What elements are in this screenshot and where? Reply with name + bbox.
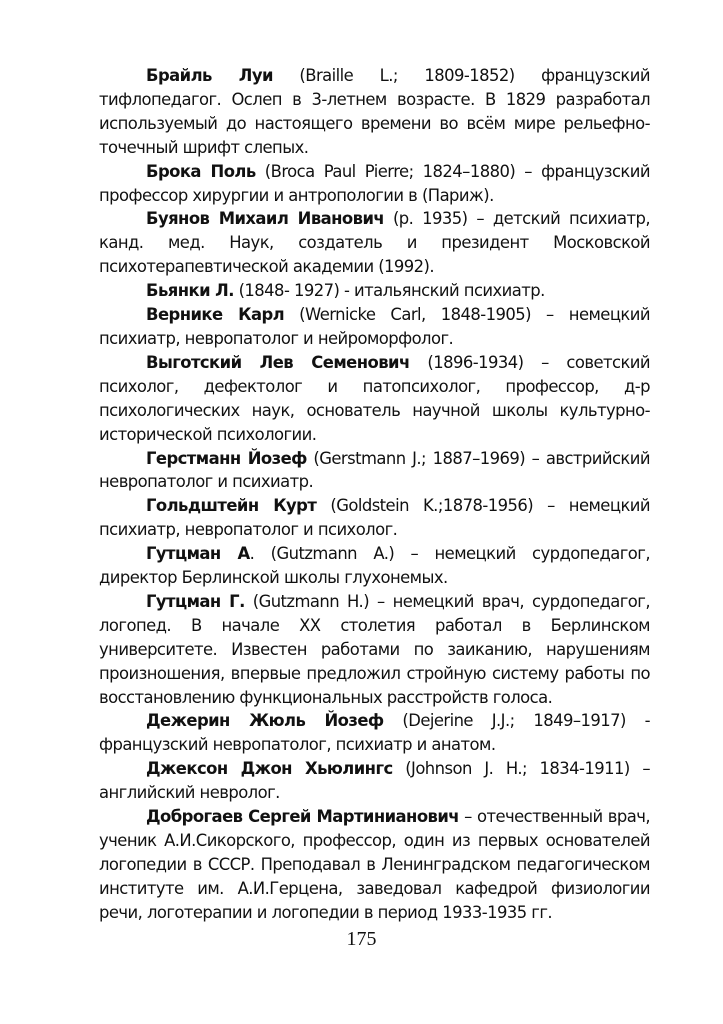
entry-text: (Gutzmann H.) – немецкий врач, сурдопедагог, логопед. В начале XX столетия работал в Берлинском университете. Известен работами по заиканию, нарушениям произношения, впервые предложил стройную систему работы по восстановлению функциональных расстройств голоса. — [99, 591, 650, 707]
entry-bianchi — [99, 279, 650, 303]
entry-name: Брока Поль — [146, 161, 256, 181]
entry-name: Брайль Луи — [146, 66, 273, 85]
entry-wernicke — [99, 303, 650, 351]
entry-vygotsky — [99, 351, 650, 447]
entry-text: (Goldstein K.;1878-1956) – немецкий психиатр, невропатолог и психолог. — [99, 496, 650, 540]
entry-broca — [99, 160, 650, 208]
entry-text: (Johnson J. H.; 1834-1911) – английский невролог. — [99, 759, 650, 803]
entry-text: (Broca Paul Pierre; 1824–1880) – французский профессор хирургии и антропологии в (Париж). — [99, 161, 650, 205]
entry-name: Доброгаев Сергей Мартинианович — [146, 807, 460, 827]
entry-name: Гутцман Г. — [146, 591, 245, 611]
entry-braille — [99, 64, 650, 160]
entry-text: – отечественный врач, ученик А.И.Сикорского, профессор, один из первых основателей логопедии в СССР. Преподавал в Ленинградском педагогическом институте им. А.И.Герцена, заведовал кафедрой физиологии речи, логотерапии и логопедии в период 1933-1935 гг. — [99, 807, 650, 922]
entry-text: (Braille L.; 1809-1852) французский тифлопедагог. Ослеп в 3-летнем возрасте. В 1829 разработал используемый до настоящего времени во всём мире рельефно-точечный шрифт слепых. — [99, 66, 650, 157]
entry-text: (Gerstmann J.; 1887–1969) – австрийский невропатолог и психиатр. — [99, 448, 650, 492]
entry-gutzmann-h — [99, 590, 650, 710]
entry-gerstmann — [99, 447, 650, 495]
entry-text: (1848- 1927) - итальянский психиатр. — [233, 281, 545, 301]
entry-text: (Wernicke Carl, 1848-1905) – немецкий психиатр, невропатолог и нейроморфолог. — [99, 305, 650, 348]
entry-text: (Dejerine J.J.; 1849–1917) - французский невропатолог, психиатр и анатом. — [99, 711, 650, 755]
entry-name: Гольдштейн Курт — [146, 496, 317, 516]
entry-name: Герстманн Йозеф — [146, 448, 307, 468]
entry-goldstein — [99, 494, 650, 542]
entry-text: (р. 1935) – детский психиатр, канд. мед. Наук, создатель и президент Московской психотерапевтической академии (1992). — [99, 209, 651, 277]
entry-name: Выготский Лев Семенович — [146, 352, 410, 372]
entry-name: Буянов Михаил Иванович — [146, 209, 385, 229]
entry-name: Дежерин Жюль Йозеф — [146, 711, 384, 731]
entry-dejerine — [99, 709, 650, 757]
entry-jackson — [99, 757, 650, 805]
entry-name: Вернике Карл — [146, 305, 285, 325]
document-body — [99, 64, 650, 925]
entry-text: . (Gutzmann A.) – немецкий сурдопедагог, директор Берлинской школы глухонемых. — [99, 544, 650, 588]
entry-text: (1896-1934) – советский психолог, дефектолог и патопсихолог, профессор, д-р психологических наук, основатель научной школы культурно-исторической психологии. — [99, 352, 651, 444]
entry-name: Гутцман А — [146, 544, 250, 564]
entry-buyanov — [99, 207, 650, 279]
entry-gutzmann-a — [99, 542, 650, 590]
entry-name: Джексон Джон Хьюлингс — [146, 759, 393, 779]
page-number: 175 — [346, 928, 377, 950]
entry-dobrogaev — [99, 805, 650, 925]
entry-name: Бьянки Л. — [146, 281, 234, 301]
